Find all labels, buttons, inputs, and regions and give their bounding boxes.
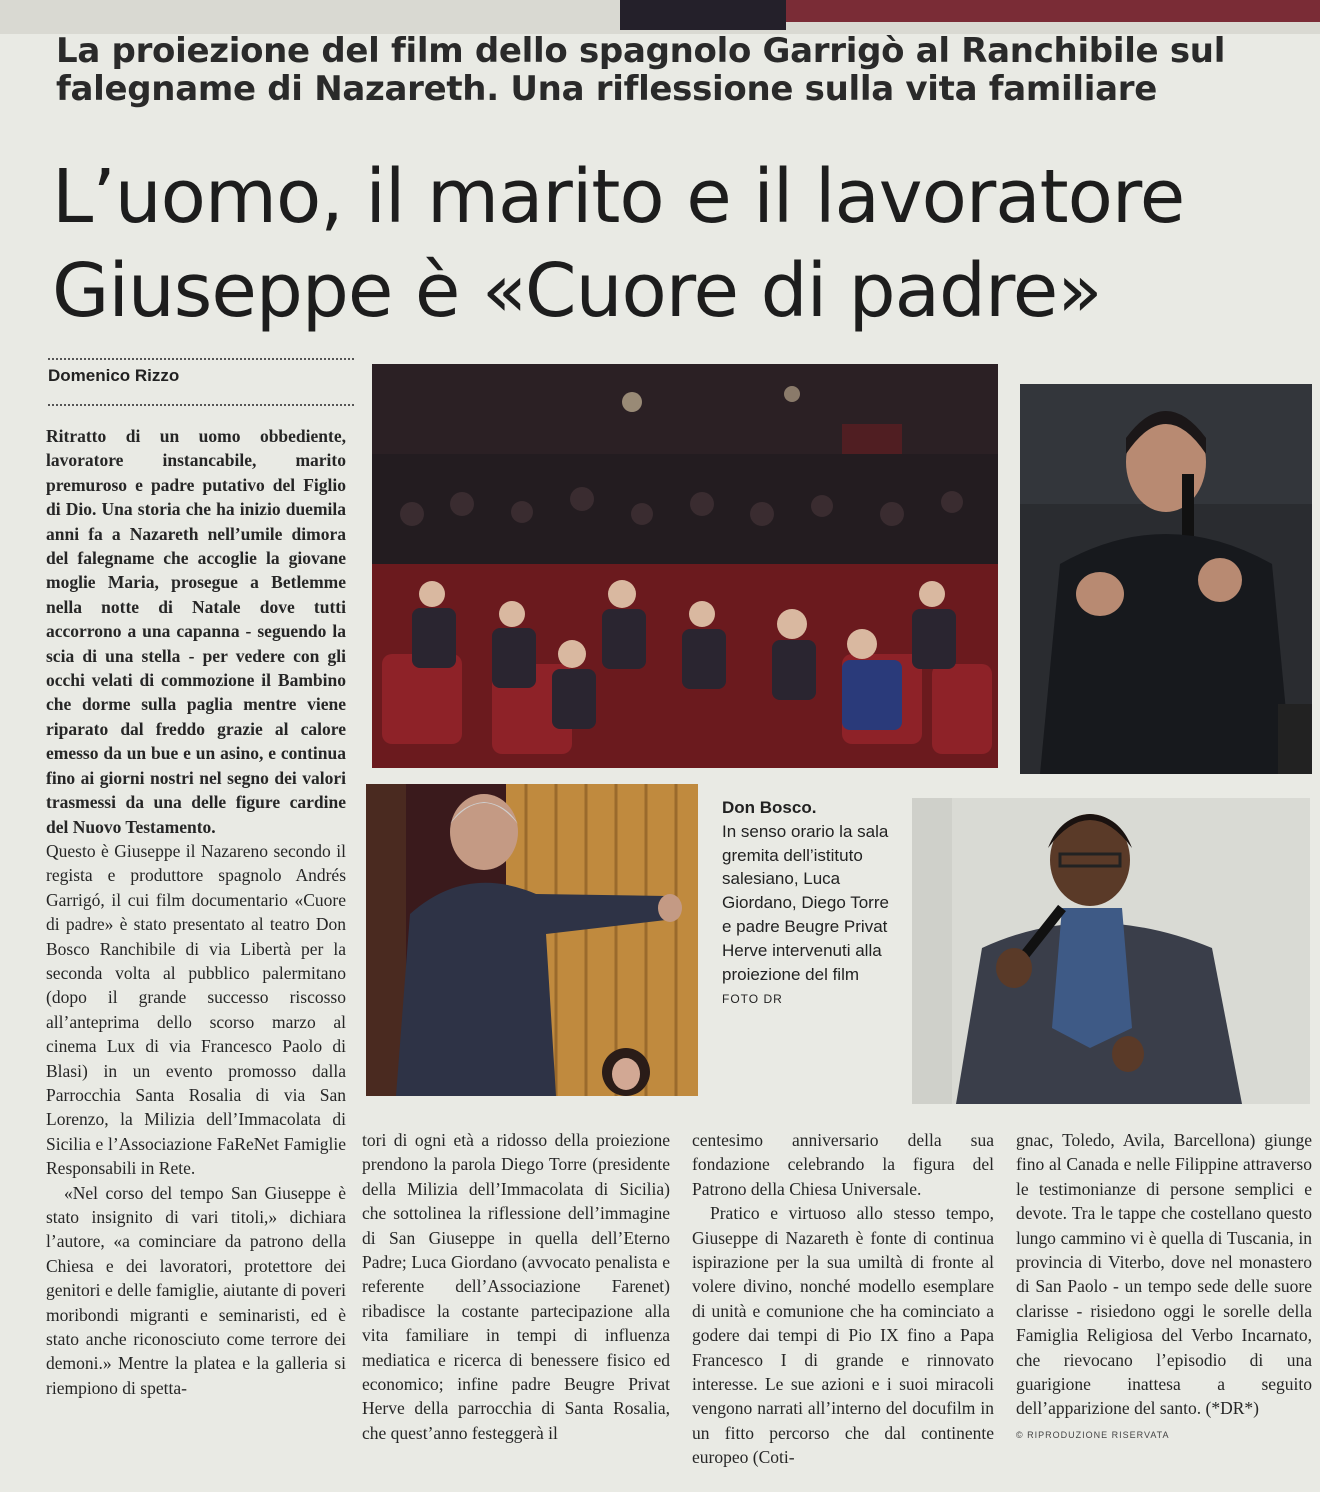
headline-line-1: L’uomo, il marito e il lavoratore [52,154,1185,240]
photo-speaker-beugre [912,798,1310,1104]
maroon-edge-strip [786,0,1320,22]
photo-speaker-giordano [1020,384,1312,774]
photo-speaker-torre [366,784,698,1096]
article-paragraph: tori di ogni età a ridosso della proiezione prendono la parola Diego Torre (presidente della Milizia dell’Immacolata di Sicilia) che sottolinea la riflessione dell’immagine di San Giuseppe in quella dell’Eterno Padre; Luca Giordano (avvocato penalista e referente dell’Associazione Farenet) ribadisce la costante partecipazione alla vita familiare in tempi di influenza mediatica e ricerca di benessere fisico ed economico; infine padre Beugre Privat Herve della parrocchia di Santa Rosalia, che quest’anno festeggerà il [362,1130,670,1443]
rights-notice: © RIPRODUZIONE RISERVATA [1016,1429,1170,1440]
article-column-2 [362,1128,670,1445]
photo-hall-crowd [372,364,998,768]
article-paragraph: Questo è Giuseppe il Nazareno secondo il regista e produttore spagnolo Andrés Garrigó, il cui film documentario «Cuore di padre» è stato presentato al teatro Don Bosco Ranchibile di via Libertà per la seconda volta al pubblico palermitano (dopo il grande successo riscosso all’anteprima dello scorso marzo al cinema Lux di via Francesco Paolo di Blasi) in un evento promosso dalla Parrocchia Santa Rosalia di via San Lorenzo, la Milizia dell’Immacolata di Sicilia e l’Associazione FaReNet Famiglie Responsabili in Rete. [46,840,346,1179]
caption-title: Don Bosco. [722,798,817,817]
dark-edge-strip [620,0,786,30]
byline-rule-top [48,358,354,360]
headline [52,150,1302,338]
article-paragraph: «Nel corso del tempo San Giuseppe è stato insignito di vari titoli,» dichiara l’autore, «a cominciare da patrono della Chiesa e dei lavoratori, protettore dei genitori e delle famiglie, aiutante di poveri moribondi migranti e seminaristi, ed è stato anche riconosciuto come terrore dei demoni.» Mentre la platea e la galleria si riempiono di spetta- [46,1182,346,1398]
photo-caption [722,796,902,1012]
headline-line-2: Giuseppe è «Cuore di padre» [52,248,1102,334]
article-column-4 [1016,1128,1312,1447]
lead-paragraph: Ritratto di un uomo obbediente, lavoratore instancabile, marito premuroso e padre putativo del Figlio di Dio. Una storia che ha inizio duemila anni fa a Nazareth nell’umile dimora del falegname che accoglie la giovane moglie Maria, prosegue a Betlemme nella notte di Natale dove tutti accorrono a una capanna - seguendo la scia di una stella - per vedere con gli occhi velati di commozione il Bambino che dorme sulla paglia mentre viene riparato dal freddo grazie al calore emesso da un bue e un asino, e continua fino ai giorni nostri nel segno dei valori trasmessi da una delle figure cardine del Nuovo Testamento. [46,426,346,837]
photo-credit: FOTO DR [722,992,783,1007]
article-paragraph: gnac, Toledo, Avila, Barcellona) giunge fino al Canada e nelle Filippine attraverso le testimonianze di persone semplici e devote. Tra le tappe che costellano questo lungo cammino vi è quella di Tuscania, in provincia di Viterbo, dove nel monastero di San Paolo - un tempo sede delle suore clarisse - risiedono oggi le sorelle della Famiglia Religiosa del Verbo Incarnato, che rievocano l’episodio di una guarigione inattesa a seguito dell’apparizione del santo. (*DR*) [1016,1130,1312,1419]
article-column-3 [692,1128,994,1470]
caption-text: In senso orario la sala gremita dell’istituto salesiano, Luca Giordano, Diego Torre e padre Beugre Privat Herve intervenuti alla proiezione del film [722,821,889,984]
article-column-1 [46,424,346,1400]
screen-top-edge [0,0,1320,34]
kicker: La proiezione del film dello spagnolo Garrigò al Ranchibile sul falegname di Nazareth. Una riflessione sulla vita familiare [56,31,1226,109]
byline: Domenico Rizzo [48,366,180,385]
byline-rule-bottom [48,404,354,406]
article-paragraph: centesimo anniversario della sua fondazione celebrando la figura del Patrono della Chiesa Universale. [692,1130,994,1199]
article-paragraph: Pratico e virtuoso allo stesso tempo, Giuseppe di Nazareth è fonte di continua ispirazione per la sua umiltà di fronte al volere divino, nonché modello esemplare di unità e comunione che ha cominciato a godere dai tempi di Pio IX fino a Papa Francesco I di grande e rinnovato interesse. Le sue azioni e i suoi miracoli vengono narrati all’interno del docufilm in un fitto percorso che dal continente europeo (Coti- [692,1203,994,1468]
